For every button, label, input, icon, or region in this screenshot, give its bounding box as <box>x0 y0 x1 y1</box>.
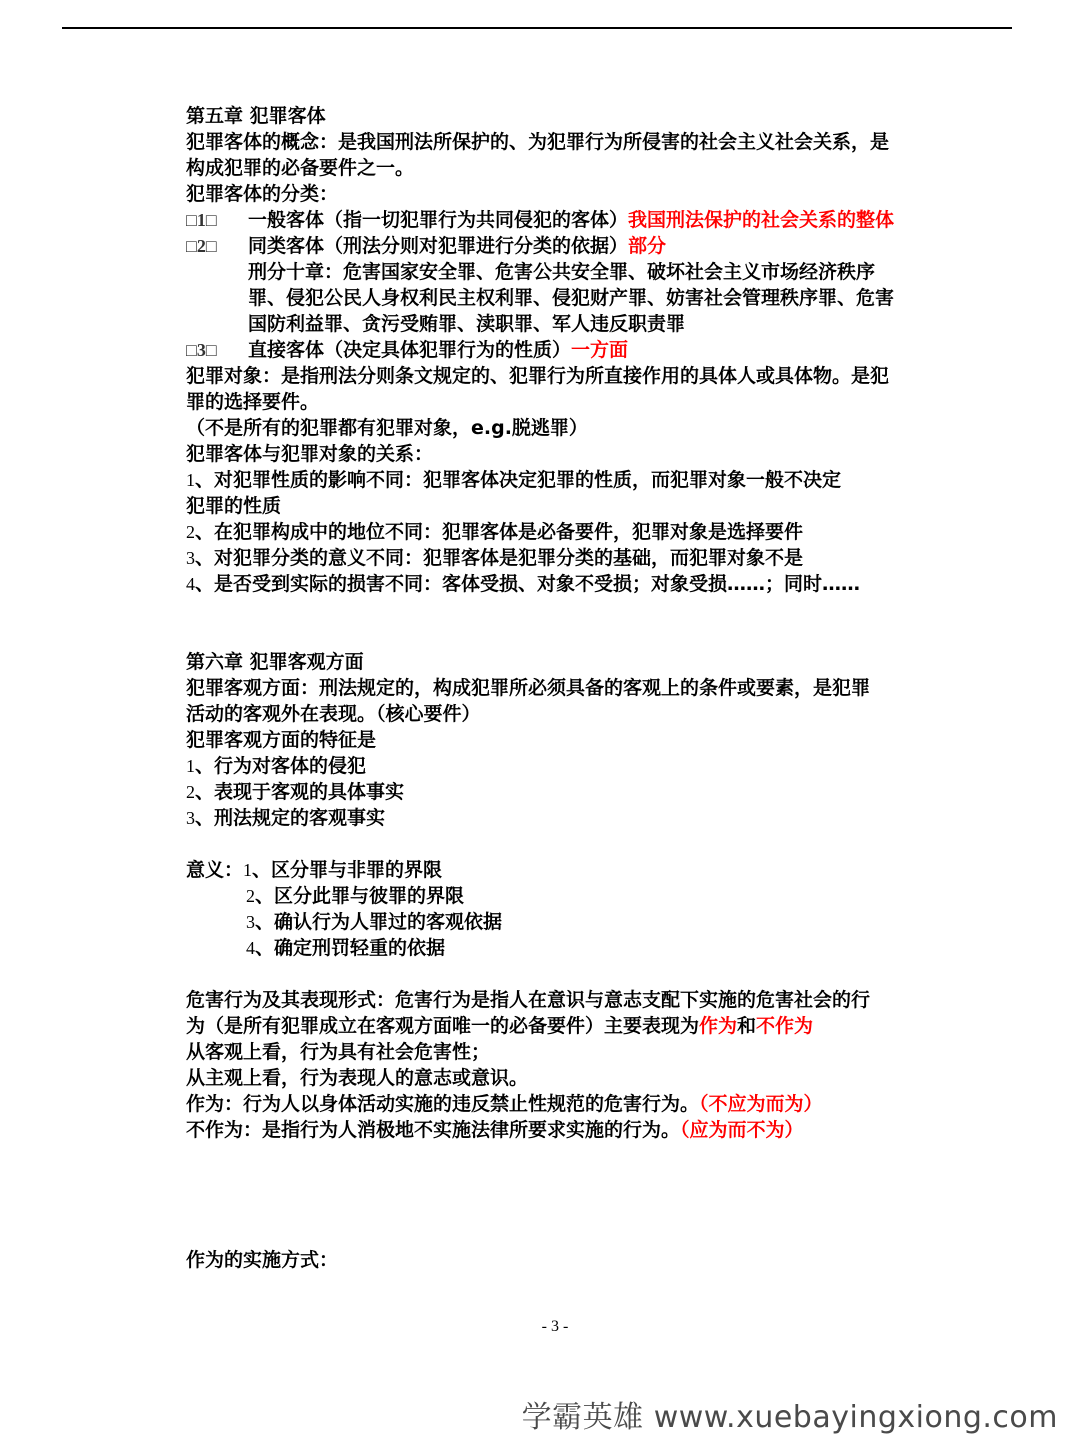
subjective-view: 从主观上看，行为表现人的意志或意识。 <box>186 1067 529 1089</box>
list-marker: □1□ <box>186 210 217 230</box>
list-marker: □3□ <box>186 340 217 360</box>
list-item-text: 同类客体（刑法分则对犯罪进行分类的依据） <box>248 235 629 257</box>
concept-line-2: 构成犯罪的必备要件之一。 <box>186 157 415 179</box>
spacer <box>186 1143 946 1247</box>
omission-highlight: 不作为 <box>756 1015 814 1037</box>
object-line-2: 罪的选择要件。 <box>186 391 320 413</box>
header-rule <box>62 27 1012 29</box>
list-item <box>186 337 946 363</box>
list-marker: □2□ <box>186 236 217 256</box>
objective-def-line-2: 活动的客观外在表现。（核心要件） <box>186 703 481 725</box>
ten-chapters-line-3: 国防利益罪、贪污受贿罪、渎职罪、军人违反职责罪 <box>248 313 686 335</box>
harm-line-1: 危害行为及其表现形式：危害行为是指人在意识与意志支配下实施的危害社会的行 <box>186 989 871 1011</box>
concept-line-1: 犯罪客体的概念：是我国刑法所保护的、为犯罪行为所侵害的社会主义社会关系，是 <box>186 131 890 153</box>
spacer <box>186 597 946 649</box>
relation-item: 1、对犯罪性质的影响不同：犯罪客体决定犯罪的性质，而犯罪对象一般不决定 <box>186 469 842 491</box>
features-heading: 犯罪客观方面的特征是 <box>186 729 377 751</box>
feature-item: 2、表现于客观的具体事实 <box>186 781 405 803</box>
list-item <box>186 207 946 233</box>
meaning-label: 意义： <box>186 859 244 881</box>
list-item-highlight: 我国刑法保护的社会关系的整体 <box>628 209 895 231</box>
list-item <box>186 233 946 259</box>
classification-heading: 犯罪客体的分类： <box>186 183 339 205</box>
object-note: （不是所有的犯罪都有犯罪对象，e.g.脱逃罪） <box>186 417 588 439</box>
document-body <box>186 103 946 1273</box>
meaning-item: 2、区分此罪与彼罪的界限 <box>246 885 465 907</box>
meaning-item: 3、确认行为人罪过的客观依据 <box>246 911 503 933</box>
objective-def-line-1: 犯罪客观方面：刑法规定的，构成犯罪所必须具备的客观上的条件或要素，是犯罪 <box>186 677 871 699</box>
feature-item: 3、刑法规定的客观事实 <box>186 807 386 829</box>
objective-view: 从客观上看，行为具有社会危害性； <box>186 1041 491 1063</box>
relation-heading: 犯罪客体与犯罪对象的关系： <box>186 443 434 465</box>
meaning-item: 4、确定刑罚轻重的依据 <box>246 937 446 959</box>
ten-chapters-line-2: 罪、侵犯公民人身权利民主权利罪、侵犯财产罪、妨害社会管理秩序罪、危害 <box>248 287 895 309</box>
relation-item: 2、在犯罪构成中的地位不同：犯罪客体是必备要件，犯罪对象是选择要件 <box>186 521 804 543</box>
omission-definition: 不作为：是指行为人消极地不实施法律所要求实施的行为。（应为而不为） <box>186 1119 804 1141</box>
list-item-text: 直接客体（决定具体犯罪行为的性质） <box>248 339 572 361</box>
chapter-five-title: 第五章 犯罪客体 <box>186 105 326 127</box>
relation-item: 4、是否受到实际的损害不同：客体受损、对象不受损；对象受损……；同时…… <box>186 573 861 595</box>
chapter-six-title: 第六章 犯罪客观方面 <box>186 651 364 673</box>
harm-line-2: 为（是所有犯罪成立在客观方面唯一的必备要件）主要表现为作为和不作为 <box>186 1015 814 1037</box>
ten-chapters-line-1: 刑分十章：危害国家安全罪、危害公共安全罪、破坏社会主义市场经济秩序 <box>248 261 876 283</box>
feature-item: 1、行为对客体的侵犯 <box>186 755 367 777</box>
act-definition: 作为：行为人以身体活动实施的违反禁止性规范的危害行为。（不应为而为） <box>186 1093 823 1115</box>
relation-item: 犯罪的性质 <box>186 495 282 517</box>
list-item-highlight: 一方面 <box>571 339 629 361</box>
list-item-highlight: 部分 <box>628 235 667 257</box>
spacer <box>186 831 946 857</box>
page-number: - 3 - <box>541 1318 569 1335</box>
act-methods-heading: 作为的实施方式： <box>186 1249 339 1271</box>
act-highlight: 作为 <box>699 1015 738 1037</box>
omission-note: （应为而不为） <box>680 1119 804 1141</box>
act-note: （不应为而为） <box>699 1093 823 1115</box>
list-item-text: 一般客体（指一切犯罪行为共同侵犯的客体） <box>248 209 629 231</box>
watermark: 学霸英雄 www.xuebayingxiong.com <box>521 1400 1058 1435</box>
relation-item: 3、对犯罪分类的意义不同：犯罪客体是犯罪分类的基础，而犯罪对象不是 <box>186 547 804 569</box>
spacer <box>186 961 946 987</box>
meaning-item: 意义：1、区分罪与非罪的界限 <box>186 859 443 881</box>
object-line-1: 犯罪对象：是指刑法分则条文规定的、犯罪行为所直接作用的具体人或具体物。是犯 <box>186 365 890 387</box>
